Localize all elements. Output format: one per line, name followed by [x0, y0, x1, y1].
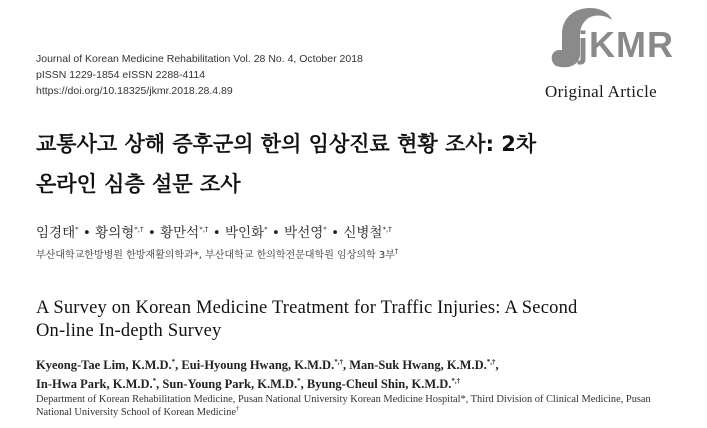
author-affiliation-mark: *,†: [199, 225, 209, 234]
title-english-line2: On-line In-depth Survey: [36, 321, 222, 341]
author-affiliation-mark: *,†: [486, 357, 496, 366]
author-separator: ,: [175, 358, 182, 372]
author-name: 박인화: [224, 225, 265, 241]
author-name: Byung-Cheul Shin, K.M.D.: [306, 377, 452, 391]
author-name: Kyeong-Tae Lim, K.M.D.: [36, 358, 172, 372]
author-affiliation-mark: *: [297, 376, 301, 385]
author-name: Man-Suk Hwang, K.M.D.: [349, 358, 487, 372]
affiliation-korean-mark: †: [394, 247, 399, 256]
author-name: Eui-Hyoung Hwang, K.M.D.: [181, 358, 335, 372]
article-type-label: Original Article: [545, 82, 657, 101]
affiliation-english: [36, 393, 686, 419]
logo-text: jKMR: [578, 24, 674, 65]
author-separator: ,: [156, 377, 163, 391]
authors-english: [36, 356, 686, 394]
journal-logo: [548, 4, 680, 74]
affiliation-korean: [36, 246, 398, 261]
author-name: 황만석: [160, 225, 200, 241]
author-separator: ,: [342, 358, 350, 372]
author-affiliation-mark: *,†: [382, 225, 392, 234]
author-name: 신병철: [343, 225, 383, 241]
author-separator: •: [208, 225, 225, 241]
author-separator: •: [78, 225, 96, 241]
affiliation-english-mark: †: [235, 404, 240, 413]
journal-issn: pISSN 1229-1854 eISSN 2288-4114: [36, 69, 206, 81]
author-affiliation-mark: *: [264, 225, 268, 234]
author-affiliation-mark: *,†: [134, 225, 144, 234]
title-english-line1: A Survey on Korean Medicine Treatment for Traffic Injuries: A Second: [36, 298, 578, 318]
authors-english-line1: Kyeong-Tae Lim, K.M.D.*, Eui-Hyoung Hwang, K.M.D.*,†, Man-Suk Hwang, K.M.D.*,†,: [36, 357, 499, 372]
authors-english-line2: [36, 375, 686, 394]
author-separator: •: [143, 225, 161, 241]
author-affiliation-mark: *,†: [334, 357, 343, 366]
authors-korean: [36, 221, 392, 241]
title-english: [36, 297, 676, 343]
author-separator: •: [326, 225, 344, 241]
author-affiliation-mark: *,†: [451, 376, 461, 385]
author-affiliation-mark: *: [152, 376, 157, 385]
title-korean: [36, 124, 656, 204]
journal-info: [36, 51, 363, 99]
title-korean-line1: 교통사고 상해 증후군의 한의 임상진료 현황 조사: 2차: [36, 132, 537, 156]
author-name: 황의형: [95, 225, 135, 241]
author-name: In-Hwa Park, K.M.D.: [36, 377, 153, 391]
journal-citation: Journal of Korean Medicine Rehabilitation Vol. 28 No. 4, October 2018: [36, 53, 363, 65]
author-separator: •: [267, 225, 285, 241]
author-separator: ,: [300, 377, 307, 391]
author-name: 박선영: [284, 225, 324, 241]
author-name: 임경태: [36, 225, 76, 241]
author-name: Sun-Young Park, K.M.D.: [162, 377, 298, 391]
author-affiliation-mark: *: [171, 357, 176, 366]
title-korean-line2: 온라인 심층 설문 조사: [36, 172, 241, 196]
author-affiliation-mark: *: [323, 225, 327, 234]
affiliation-korean-text: 부산대학교한방병원 한방재활의학과*, 부산대학교 한의학전문대학원 임상의학 3부: [36, 250, 395, 261]
journal-doi: https://doi.org/10.18325/jkmr.2018.28.4.89: [36, 85, 233, 97]
author-affiliation-mark: *: [75, 225, 79, 234]
affiliation-english-text: Department of Korean Rehabilitation Medicine, Pusan National University Korean Medicine Hospital*, Third Division of Clinical Medicine, Pusan National University School of Korean Medicine: [36, 394, 651, 418]
